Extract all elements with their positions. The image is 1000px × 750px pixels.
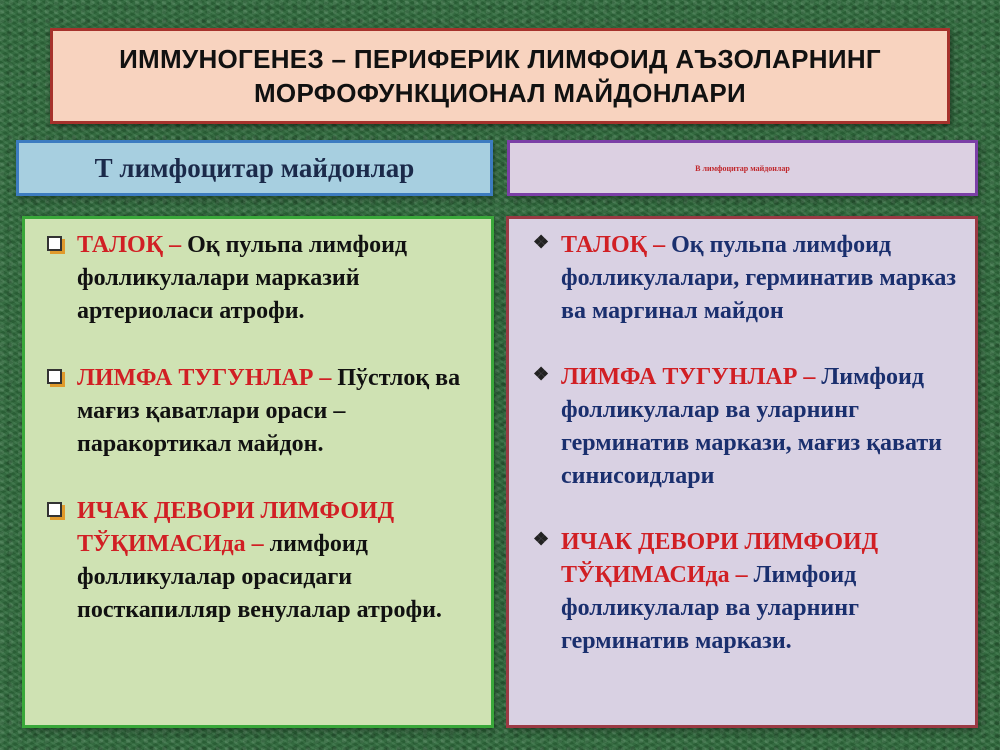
b-header-label: В лимфоцитар майдонлар: [695, 163, 790, 173]
item-text: Оқ пульпа лимфоид фолликулалари марказий артериоласи атрофи.: [77, 232, 408, 324]
item-text: Оқ пульпа лимфоид фолликулалари, герминатив марказ ва маргинал майдон: [561, 232, 957, 324]
checkbox-bullet-icon: [47, 369, 62, 384]
checkbox-bullet-icon: [47, 502, 62, 517]
item-keyword: ИЧАК ДЕВОРИ ЛИМФОИД ТЎҚИМАСИда –: [77, 498, 395, 557]
title-line-2: МОРФОФУНКЦИОНАЛ МАЙДОНЛАРИ: [253, 78, 747, 108]
b-lymphocyte-header: [507, 140, 978, 196]
t-zones-panel: [22, 216, 494, 728]
item-text: Лимфоид фолликулалар ва уларнинг герминатив маркази, мағиз қавати синисоидлари: [561, 364, 942, 489]
star-bullet-icon: ❖: [533, 529, 550, 549]
list-item: [531, 229, 957, 328]
item-text: лимфоид фолликулалар орасидаги посткапилляр венулалар атрофи.: [77, 531, 442, 623]
t-header-label: Т лимфоцитар майдонлар: [94, 152, 415, 183]
item-keyword: ТАЛОҚ –: [561, 232, 666, 258]
item-keyword: ИЧАК ДЕВОРИ ЛИМФОИД ТЎҚИМАСИда –: [561, 529, 879, 588]
title-box: [50, 28, 950, 124]
item-text: Лимфоид фолликулалар ва уларнинг герминатив маркази.: [561, 562, 859, 654]
checkbox-bullet-icon: [47, 236, 62, 251]
list-item: [47, 495, 473, 627]
item-keyword: ЛИМФА ТУГУНЛАР –: [77, 365, 332, 391]
star-bullet-icon: ❖: [533, 232, 550, 252]
title-line-1: ИММУНОГЕНЕЗ – ПЕРИФЕРИК ЛИМФОИД АЪЗОЛАРНИНГ: [119, 44, 881, 74]
star-bullet-icon: ❖: [533, 364, 550, 384]
b-zones-panel: [506, 216, 978, 728]
t-lymphocyte-header: [16, 140, 493, 196]
item-keyword: ТАЛОҚ –: [77, 232, 182, 258]
item-text: Пўстлоқ ва мағиз қаватлари ораси – паракортикал майдон.: [77, 365, 461, 457]
list-item: [531, 361, 957, 493]
list-item: [531, 526, 957, 658]
list-item: [47, 362, 473, 461]
list-item: [47, 229, 473, 328]
item-keyword: ЛИМФА ТУГУНЛАР –: [561, 364, 816, 390]
